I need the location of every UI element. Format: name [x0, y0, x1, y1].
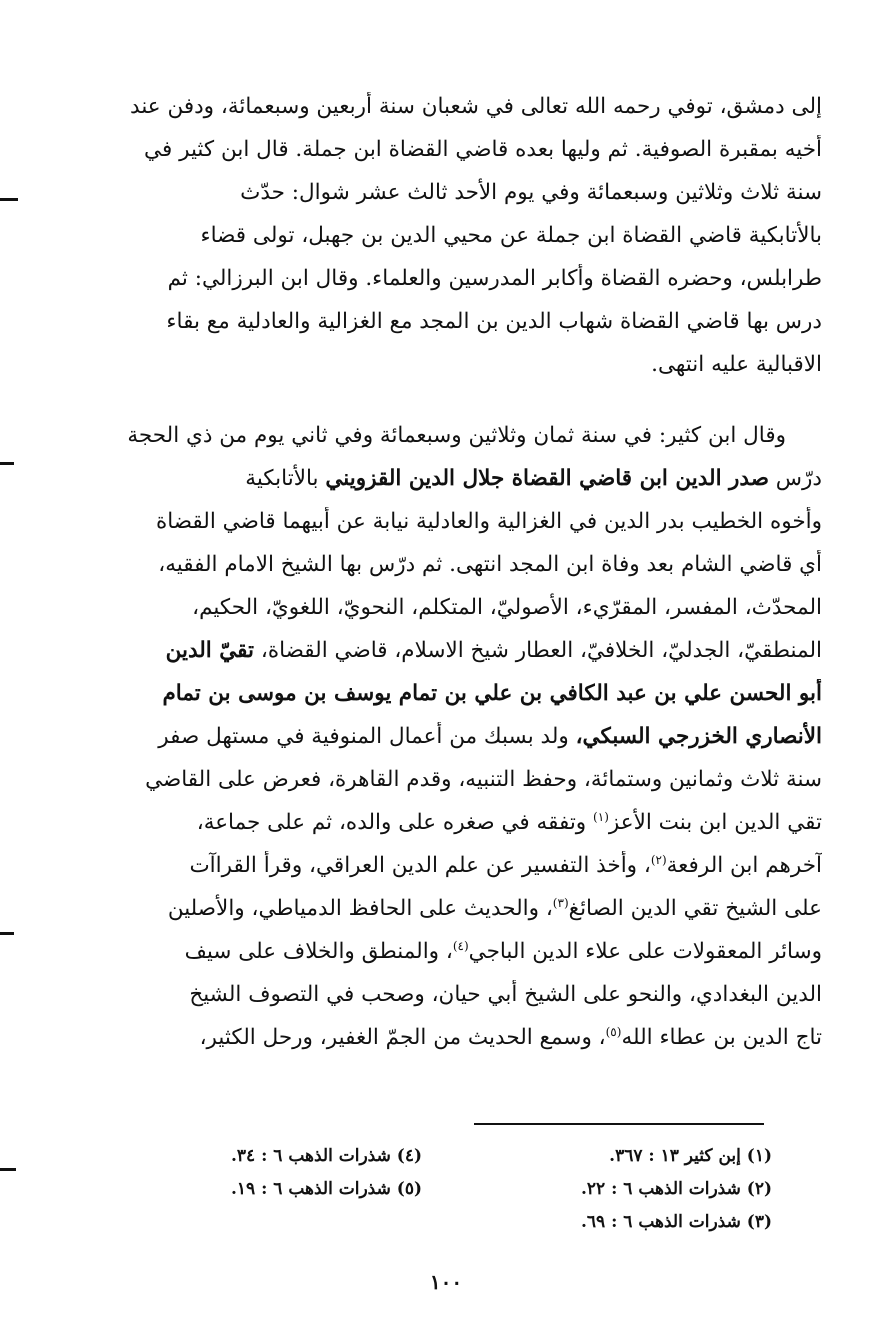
text-line: أبو الحسن علي بن عبد الكافي بن علي بن تمام يوسف بن موسى بن تمام — [162, 681, 822, 706]
text-line: سنة ثلاث وثمانين وستمائة، وحفظ التنبيه، وقدم القاهرة، فعرض على القاضي — [145, 767, 822, 792]
margin-mark — [0, 1168, 16, 1171]
text-line — [70, 464, 822, 507]
footnote-ref: (٢) — [650, 852, 667, 867]
footnote-ref: (٤) — [452, 938, 469, 953]
margin-mark — [0, 932, 14, 935]
bold-name: تقيّ الدين — [165, 638, 255, 663]
footnote-item: (٣) شذرات الذهب ٦ : ٦٩. — [580, 1212, 772, 1232]
text-span: بالأتابكية — [245, 466, 319, 491]
text-span: تقي الدين ابن بنت الأعز — [608, 810, 822, 835]
text-span: ، والمنطق والخلاف على سيف — [184, 939, 453, 964]
text-line: طرابلس، وحضره القضاة وأكابر المدرسين والعلماء. وقال ابن البرزالي: ثم — [167, 266, 822, 291]
text-span: تاج الدين بن عطاء الله — [621, 1025, 822, 1050]
margin-mark — [0, 198, 18, 201]
text-span: وسائر المعقولات على علاء الدين الباجي — [468, 939, 822, 964]
text-line: وقال ابن كثير: في سنة ثمان وثلاثين وسبعمائة وفي ثاني يوم من ذي الحجة — [127, 423, 786, 448]
footnotes-column-left — [122, 1140, 422, 1206]
text-span: درّس — [775, 466, 822, 491]
text-line: المحدّث، المفسر، المقرّيء، الأصوليّ، المتكلم، النحويّ، اللغويّ، الحكيم، — [192, 595, 822, 620]
text-line: سنة ثلاث وثلاثين وسبعمائة وفي يوم الأحد ثالث عشر شوال: حدّث — [240, 180, 822, 205]
text-line: أي قاضي الشام بعد وفاة ابن المجد انتهى. ثم درّس بها الشيخ الامام الفقيه، — [158, 552, 822, 577]
text-line — [70, 894, 822, 937]
footnote-item: (٢) شذرات الذهب ٦ : ٢٢. — [580, 1179, 772, 1199]
text-span: آخرهم ابن الرفعة — [666, 853, 822, 878]
footnote-item: (١) إبن كثير ١٣ : ٣٦٧. — [609, 1146, 772, 1166]
footnote-ref: (٣) — [552, 895, 569, 910]
text-line — [70, 722, 822, 765]
text-span: ، وسمع الحديث من الجمّ الغفير، ورحل الكثير، — [199, 1025, 606, 1050]
text-line — [70, 851, 822, 894]
text-line: الاقبالية عليه انتهى. — [651, 352, 822, 377]
text-span: وتفقه في صغره على والده، ثم على جماعة، — [196, 810, 587, 835]
text-line: بالأتابكية قاضي القضاة ابن جملة عن محيي الدين بن جهبل، تولى قضاء — [200, 223, 822, 248]
paragraph-2 — [70, 421, 822, 1066]
text-line — [70, 808, 822, 851]
text-line: أخيه بمقبرة الصوفية. ثم وليها بعده قاضي القضاة ابن جملة. قال ابن كثير في — [144, 137, 822, 162]
text-line — [70, 1023, 822, 1066]
text-line — [70, 636, 822, 679]
paragraph-1 — [70, 92, 822, 393]
bold-name: صدر الدين ابن قاضي القضاة جلال الدين القزويني — [325, 466, 769, 491]
text-span: ، وأخذ التفسير عن علم الدين العراقي، وقرأ القراآت — [189, 853, 651, 878]
text-span: المنطقيّ، الجدليّ، الخلافيّ، العطار شيخ الاسلام، قاضي القضاة، — [260, 638, 822, 663]
text-span: ، والحديث على الحافظ الدمياطي، والأصلين — [167, 896, 553, 921]
text-span: على الشيخ تقي الدين الصائغ — [568, 896, 822, 921]
text-line: وأخوه الخطيب بدر الدين في الغزالية والعادلية نيابة عن أبيهما قاضي القضاة — [155, 509, 822, 534]
footnote-divider — [474, 1123, 764, 1125]
text-line: إلى دمشق، توفي رحمه الله تعالى في شعبان سنة أربعين وسبعمائة، ودفن عند — [130, 94, 822, 119]
margin-mark — [0, 462, 14, 465]
footnote-ref: (١) — [593, 809, 609, 824]
footnote-ref: (٥) — [605, 1024, 622, 1039]
text-line — [70, 937, 822, 980]
footnote-item: (٥) شذرات الذهب ٦ : ١٩. — [230, 1179, 422, 1199]
text-line: الدين البغدادي، والنحو على الشيخ أبي حيان، وصحب في التصوف الشيخ — [189, 982, 822, 1007]
page-number: ١٠٠ — [429, 1270, 463, 1294]
text-span: ولد بسبك من أعمال المنوفية في مستهل صفر — [158, 724, 569, 749]
bold-name: الأنصاري الخزرجي السبكي، — [575, 724, 822, 749]
text-line: درس بها قاضي القضاة شهاب الدين بن المجد مع الغزالية والعادلية مع بقاء — [166, 309, 822, 334]
footnotes-column-right — [472, 1140, 772, 1239]
footnote-item: (٤) شذرات الذهب ٦ : ٣٤. — [230, 1146, 422, 1166]
